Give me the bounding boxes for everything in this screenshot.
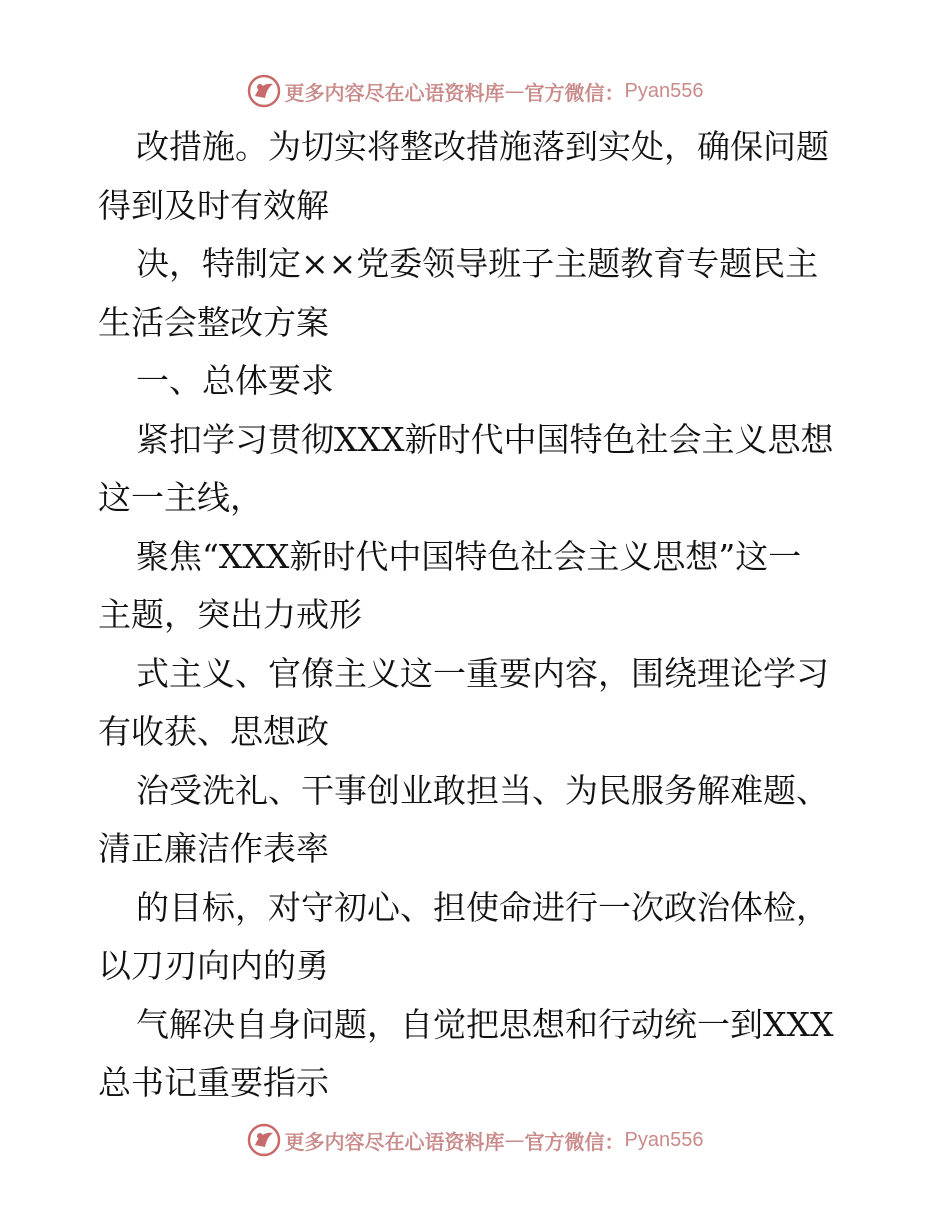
text-line: 改措施。为切实将整改措施落到实处，确保问题 xyxy=(136,127,829,166)
watermark-text: 更多内容尽在心语资料库 xyxy=(284,1129,505,1154)
text-line: 总书记重要指示 xyxy=(98,1063,329,1102)
watermark-wechat-label: 官方微信： xyxy=(524,80,625,105)
text-line: 治受洗礼、干事创业敢担当、为民服务解难题、 xyxy=(136,770,829,810)
text-line: 这一主线， xyxy=(98,478,263,517)
watermark-separator: — xyxy=(504,1128,525,1152)
text-line: 式主义、官僚主义这一重要内容，围绕理论学习 xyxy=(136,653,829,693)
watermark-separator: — xyxy=(504,79,525,103)
text-line: 的目标，对守初心、担使命进行一次政治体检， xyxy=(136,887,829,927)
text-line: 有收获、思想政 xyxy=(98,712,329,751)
text-line: 以刀刃向内的勇 xyxy=(98,946,329,985)
red-emblem-icon xyxy=(247,1123,281,1157)
text-line: 生活会整改方案 xyxy=(98,302,329,342)
text-line: 聚焦“XXX新时代中国特色社会主义思想”这一 xyxy=(136,536,802,576)
watermark-wechat-id: Pyan556 xyxy=(624,1128,704,1151)
watermark-text: 更多内容尽在心语资料库 xyxy=(284,80,505,105)
footer-watermark xyxy=(0,1120,950,1160)
text-line: 清正廉洁作表率 xyxy=(98,829,329,868)
text-line: 决，特制定××党委领导班子主题教育专题民主 xyxy=(136,244,819,283)
watermark-wechat-id: Pyan556 xyxy=(624,79,704,102)
text-line: 得到及时有效解 xyxy=(98,185,329,225)
text-line: 紧扣学习贯彻XXX新时代中国特色社会主义思想 xyxy=(136,419,834,459)
watermark-wechat-label: 官方微信： xyxy=(524,1129,625,1154)
header-watermark xyxy=(0,71,950,111)
section-heading: 一、总体要求 xyxy=(136,361,334,400)
text-line: 气解决自身问题，自觉把思想和行动统一到XXX xyxy=(136,1004,834,1044)
red-emblem-icon xyxy=(247,74,281,108)
text-line: 主题，突出力戒形 xyxy=(98,595,362,634)
document-body xyxy=(98,118,858,1113)
